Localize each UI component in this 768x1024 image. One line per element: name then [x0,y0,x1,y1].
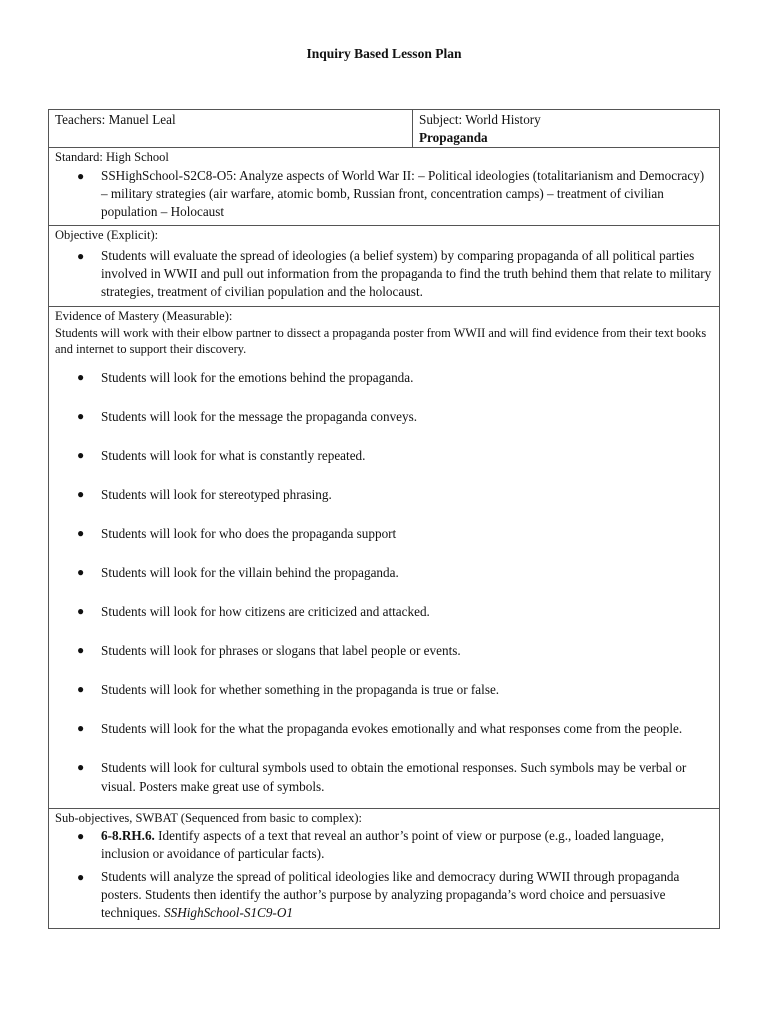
list-item [55,368,713,387]
list-item [55,602,713,621]
bullet-icon: ● [77,870,85,884]
document-title: Inquiry Based Lesson Plan [306,46,462,61]
objective-text: Students will evaluate the spread of ideologies (a belief system) by comparing propaganda of all political parties involved in WWII and pull out information from the propaganda to find the truth behind them that relate to military strategies, treatment of civilian population and the holocaust. [101,248,712,299]
list-item [55,563,713,582]
subobjectives-row [49,809,720,929]
bullet-icon: ● [77,760,85,774]
evidence-item: Students will look for the villain behind the propaganda. [101,565,399,580]
list-item [55,167,713,221]
subobjectives-list [55,827,713,922]
objective-cell [49,226,720,307]
evidence-item: Students will look for stereotyped phrasing. [101,487,332,502]
subobjectives-label: Sub-objectives, SWBAT (Sequenced from basic to complex): [55,811,362,825]
list-item [55,719,713,738]
subobjective-text: Students will analyze the spread of political ideologies like and democracy during WWII through propaganda posters. Students then identify the author’s purpose by analyzing propaganda’s word choice and persuasive techniques. [101,869,680,920]
standard-code: SSHighSchool-S1C9-O1 [164,905,293,920]
bullet-icon: ● [77,526,85,540]
bullet-icon: ● [77,565,85,579]
teachers-cell [49,110,413,148]
bullet-icon: ● [77,487,85,501]
list-item [55,485,713,504]
topic-label: Propaganda [419,130,488,145]
standard-list [55,167,713,221]
bullet-icon: ● [77,643,85,657]
list-item [55,407,713,426]
bullet-icon: ● [77,249,85,263]
evidence-item: Students will look for how citizens are criticized and attacked. [101,604,430,619]
evidence-row [49,307,720,809]
list-item [55,247,713,301]
evidence-item: Students will look for the what the propaganda evokes emotionally and what responses come from the people. [101,721,683,736]
lesson-plan-table [48,109,720,929]
list-item [55,524,713,543]
standard-cell [49,148,720,226]
subobjective-text: Identify aspects of a text that reveal an author’s point of view or purpose (e.g., loaded language, inclusion or avoidance of particular facts). [101,828,664,861]
bullet-icon: ● [77,370,85,384]
list-item [55,446,713,465]
evidence-item: Students will look for the message the propaganda conveys. [101,409,418,424]
header-row [49,110,720,148]
objective-row [49,226,720,307]
subobjectives-cell [49,809,720,929]
bullet-icon: ● [77,829,85,843]
bullet-icon: ● [77,721,85,735]
standard-label: Standard: High School [55,150,169,164]
list-item [55,641,713,660]
evidence-cell [49,307,720,809]
list-item [55,680,713,699]
evidence-list [55,368,713,796]
evidence-item: Students will look for who does the propaganda support [101,526,397,541]
evidence-item: Students will look for the emotions behind the propaganda. [101,370,414,385]
objective-list [55,247,713,301]
bullet-icon: ● [77,604,85,618]
evidence-label: Evidence of Mastery (Measurable): [55,309,233,323]
evidence-item: Students will look for phrases or slogans that label people or events. [101,643,461,658]
list-item [55,758,713,796]
bullet-icon: ● [77,682,85,696]
bullet-icon: ● [77,169,85,183]
bullet-icon: ● [77,409,85,423]
bullet-icon: ● [77,448,85,462]
standard-row [49,148,720,226]
standard-text: SSHighSchool-S2C8-O5: Analyze aspects of World War II: – Political ideologies (totalitarianism and Democracy) – military strategies (air warfare, atomic bomb, Russian front, concentration camps) – treatment of civilian population – Holocaust [101,168,705,219]
subject-cell [413,110,720,148]
teachers-label: Teachers: Manuel Leal [55,112,176,127]
evidence-item: Students will look for whether something in the propaganda is true or false. [101,682,500,697]
list-item [55,827,713,863]
standard-code: 6-8.RH.6. [101,828,155,843]
objective-label: Objective (Explicit): [55,228,159,242]
evidence-item: Students will look for what is constantly repeated. [101,448,366,463]
evidence-item: Students will look for cultural symbols used to obtain the emotional responses. Such symbols may be verbal or visual. Posters make great use of symbols. [101,760,687,794]
list-item [55,868,713,922]
subject-label: Subject: World History [419,112,541,127]
evidence-intro: Students will work with their elbow partner to dissect a propaganda poster from WWII and will find evidence from their text books and internet to support their discovery. [55,326,707,356]
